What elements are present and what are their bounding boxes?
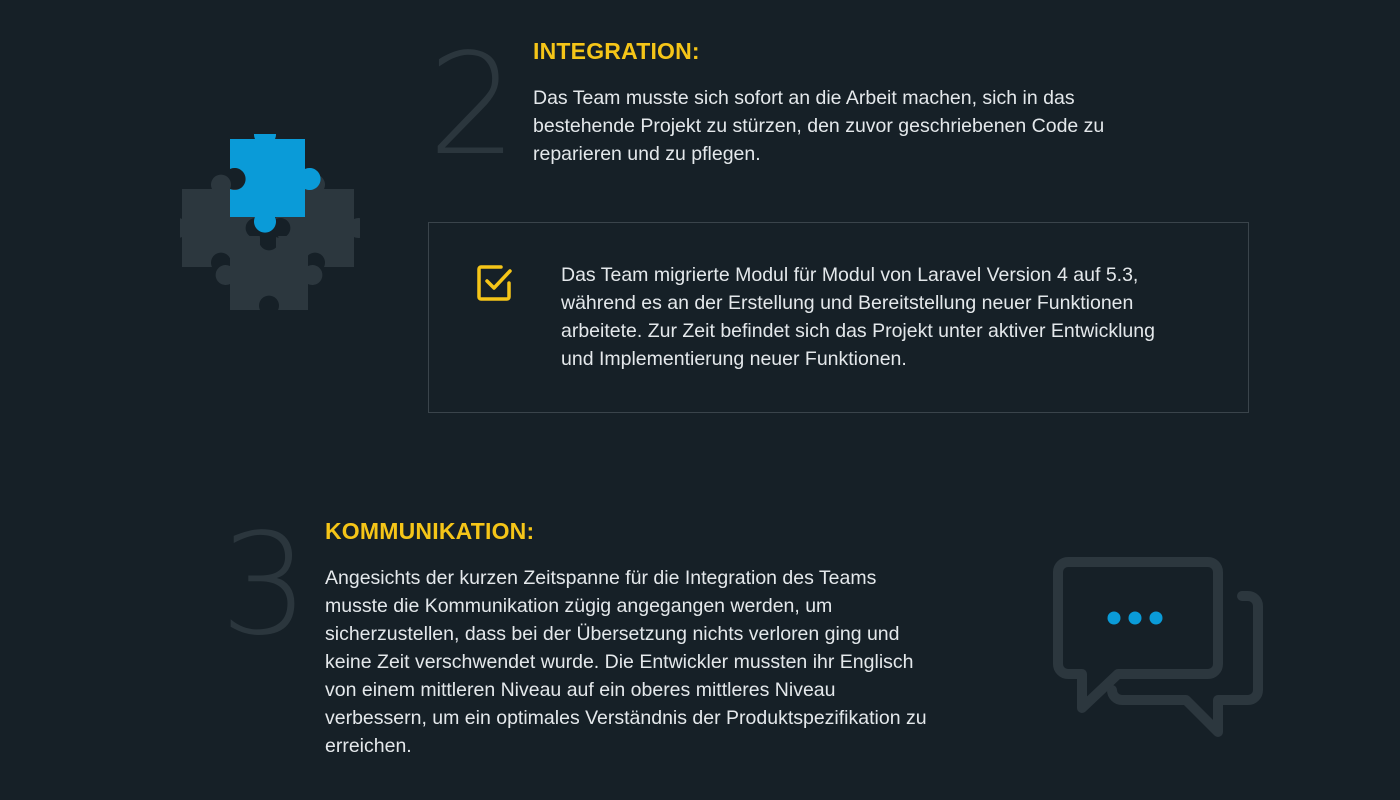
section-2-text: Das Team musste sich sofort an die Arbeit machen, sich in das bestehende Projekt zu stürzen, den zuvor geschriebenen Code zu reparieren und zu pflegen. (533, 87, 1105, 165)
section-3-number: 3 (220, 504, 310, 667)
puzzle-pieces-icon (180, 134, 360, 314)
section-2-number: 2 (428, 24, 518, 187)
section-3-heading: KOMMUNIKATION: (325, 518, 535, 544)
checkbox-check-icon (475, 263, 515, 303)
migration-card (428, 222, 1249, 413)
section-2-heading: INTEGRATION: (533, 38, 700, 64)
section-3-text: Angesichts der kurzen Zeitspanne für die Integration des Teams musste die Kommunikation zügig angegangen werden, um sicherzustellen, dass bei der Übersetzung nichts verloren ging und keine Zeit verschwendet wurde. Die Entwickler mussten ihr Englisch von einem mittleren Niveau auf ein oberes mittleres Niveau verbessern, um ein optimales Verständnis der Produktspezifikation zu erreichen. (325, 567, 927, 757)
chat-bubbles-icon (1048, 556, 1264, 740)
migration-card-text: Das Team migrierte Modul für Modul von Laravel Version 4 auf 5.3, während es an der Erstellung und Bereitstellung neuer Funktionen arbeitete. Zur Zeit befindet sich das Projekt unter aktiver Entwicklung und Implementierung neuer Funktionen. (561, 264, 1155, 370)
